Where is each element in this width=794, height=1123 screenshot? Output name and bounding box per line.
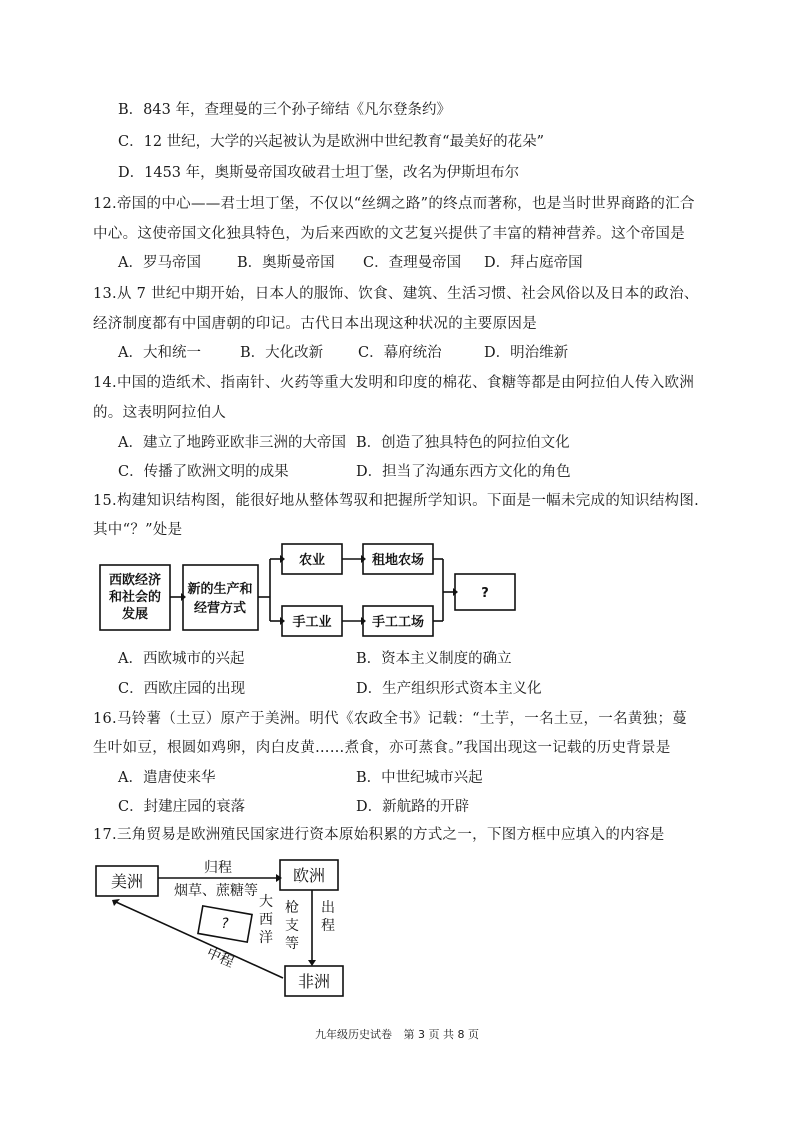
diagram-label-europe: 欧洲 [292,866,326,885]
q14-stem-line1: 14.中国的造纸术、指南针、火药等重大发明和印度的棉花、食糖等都是由阿拉伯人传入欧洲 [93,375,695,391]
diagram-label-return-route: 归程 [204,860,232,876]
diagram-label-agriculture: 农业 [298,553,326,568]
q12-option-c: C．查理曼帝国 [363,255,462,271]
q13-option-b: B．大化改新 [240,345,324,361]
q13-option-a: A．大和统一 [118,345,201,361]
knowledge-structure-diagram [95,540,555,640]
q11-option-d: D．1453 年，奥斯曼帝国攻破君士坦丁堡，改名为伊斯坦布尔 [118,165,520,181]
q12-option-b: B．奥斯曼帝国 [237,255,335,271]
q17-stem: 17.三角贸易是欧洲殖民国家进行资本原始积累的方式之一，下图方框中应填入的内容是 [93,827,665,843]
q11-option-c: C．12 世纪，大学的兴起被认为是欧洲中世纪教育“最美好的花朵” [118,134,544,150]
q13-option-d: D．明治维新 [484,345,569,361]
q15-option-c: C．西欧庄园的出现 [118,681,246,697]
diagram-label-return-goods: 烟草、蔗糖等 [174,883,258,899]
q16-option-d: D．新航路的开辟 [356,799,470,815]
diagram-label-outbound-1: 出 [321,900,335,916]
diagram-label-handicraft: 手工业 [292,615,332,630]
diagram-label-outbound-goods-2: 支 [285,918,299,934]
diagram-label-outbound-2: 程 [321,918,335,934]
q16-option-a: A．遣唐使来华 [118,770,216,786]
diagram-label-box2-line1: 新的生产和 [187,582,253,597]
diagram-label-atlantic-3: 洋 [259,930,273,946]
q15-option-a: A．西欧城市的兴起 [118,651,245,667]
q14-stem-line2: 的。这表明阿拉伯人 [93,405,227,421]
footer-page-number: 第 3 页 共 8 页 [403,1028,479,1041]
q16-stem-line1: 16.马铃薯（土豆）原产于美洲。明代《农政全书》记载：“土芋，一名土豆，一名黄独；蔓 [93,711,688,727]
q14-option-b: B．创造了独具特色的阿拉伯文化 [356,435,570,451]
footer-exam-title: 九年级历史试卷 [315,1028,392,1041]
q16-option-c: C．封建庄园的衰落 [118,799,246,815]
diagram-label-box1-line1: 西欧经济 [108,573,162,588]
q16-option-b: B．中世纪城市兴起 [356,770,483,786]
q13-stem-line1: 13.从 7 世纪中期开始，日本人的服饰、饮食、建筑、生活习惯、社会风俗以及日本的政治、 [93,286,699,302]
diagram-label-box1-line2: 和社会的 [108,590,162,605]
diagram-label-workshop: 手工工场 [371,615,425,630]
diagram-label-box1-line3: 发展 [121,607,149,622]
q13-stem-line2: 经济制度都有中国唐朝的印记。古代日本出现这种状况的主要原因是 [93,316,537,332]
diagram-label-outbound-goods-3: 等 [285,936,299,952]
q15-stem-line2: 其中“？”处是 [93,522,183,538]
q13-option-c: C．幕府统治 [358,345,442,361]
diagram-label-atlantic-2: 西 [259,912,273,928]
diagram-box-new-production-methods [183,565,258,630]
q11-option-b: B．843 年，查理曼的三个孙子缔结《凡尔登条约》 [118,102,451,118]
diagram-label-unknown-goods: ? [221,916,229,932]
diagram-label-outbound-goods-1: 枪 [285,900,299,916]
q14-option-c: C．传播了欧洲文明的成果 [118,464,289,480]
q12-stem-line2: 中心。这使帝国文化独具特色，为后来西欧的文艺复兴提供了丰富的精神营养。这个帝国是 [93,226,685,242]
q15-option-d: D．生产组织形式资本主义化 [356,681,542,697]
diagram-label-middle-route: 中程 [203,944,237,972]
q15-stem-line1: 15.构建知识结构图，能很好地从整体驾驭和把握所学知识。下面是一幅未完成的知识结构图. [93,493,700,509]
q12-option-a: A．罗马帝国 [118,255,201,271]
q14-option-d: D．担当了沟通东西方文化的角色 [356,464,571,480]
q16-stem-line2: 生叶如豆，根圆如鸡卵，肉白皮黄……煮食，亦可蒸食。”我国出现这一记载的历史背景是 [93,740,671,756]
diagram-label-africa: 非洲 [297,972,331,991]
q15-option-b: B．资本主义制度的确立 [356,651,512,667]
diagram-label-atlantic-1: 大 [259,894,273,910]
triangle-trade-diagram [90,850,370,1000]
diagram-label-box2-line2: 经营方式 [193,601,247,616]
page-footer [0,1026,794,1042]
q12-stem-line1: 12.帝国的中心——君士坦丁堡，不仅以“丝绸之路”的终点而著称，也是当时世界商路的汇合 [93,196,695,212]
diagram-label-tenant-farm: 租地农场 [371,553,425,568]
q14-option-a: A．建立了地跨亚欧非三洲的大帝国 [118,435,346,451]
diagram-label-unknown: ? [481,586,489,601]
q12-option-d: D．拜占庭帝国 [484,255,583,271]
diagram-label-america: 美洲 [110,872,144,891]
